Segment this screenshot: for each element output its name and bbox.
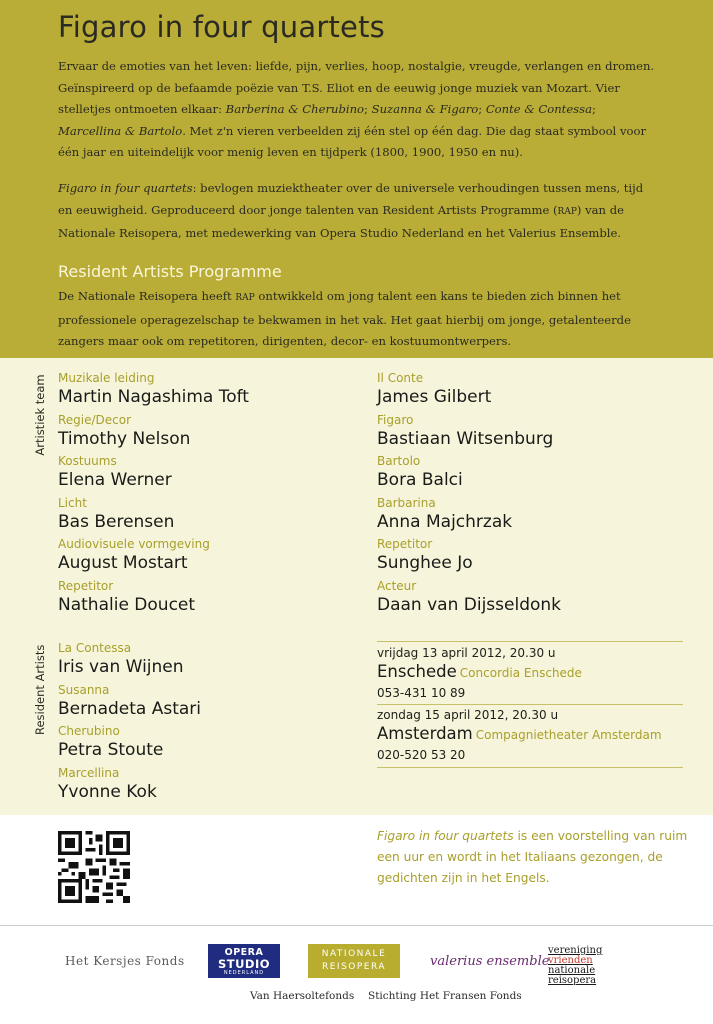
credit-name: Nathalie Doucet	[58, 594, 196, 615]
note-title: Figaro in four quartets	[377, 829, 514, 843]
credit-item	[58, 496, 249, 538]
opera-studio-line-3: NEDERLAND	[223, 970, 265, 976]
cast-name: Bora Balci	[377, 470, 463, 490]
qr-code-icon[interactable]	[58, 831, 130, 903]
cast-role: Repetitor	[377, 537, 433, 551]
side-label-resident: Resident Artists	[33, 644, 47, 735]
credit-role: Kostuums	[58, 454, 117, 468]
credit-item	[58, 413, 249, 455]
resident-name: Iris van Wijnen	[58, 657, 184, 677]
performance-phone: 053-431 10 89	[377, 686, 466, 700]
performance-date: zondag 15 april 2012, 20.30 u	[377, 708, 559, 722]
city-name: Enschede	[377, 662, 457, 681]
cast-item	[377, 413, 561, 455]
credit-item	[58, 371, 249, 413]
cast-name: Bastiaan Witsenburg	[377, 428, 554, 449]
opera-studio-line-1: OPERA	[224, 947, 264, 958]
credit-name: Martin Nagashima Toft	[58, 387, 249, 407]
city-name: Amsterdam	[377, 724, 473, 743]
artistic-team-list	[58, 371, 249, 620]
performance-city	[377, 662, 582, 683]
cast-role: Figaro	[377, 412, 414, 427]
credit-role: Repetitor	[58, 578, 114, 593]
credit-name: Timothy Nelson	[58, 428, 191, 449]
vereniging-line-1: vereniging	[548, 945, 603, 956]
vereniging-vrienden-logo	[548, 946, 628, 986]
reisopera-line-2: REISOPERA	[321, 962, 387, 972]
credit-item	[58, 579, 249, 621]
cast-name: James Gilbert	[377, 387, 492, 407]
reisopera-line-1: NATIONALE	[321, 949, 387, 959]
venue-name: Compagnietheater Amsterdam	[475, 728, 662, 742]
venue-name: Concordia Enschede	[459, 666, 582, 680]
cast-role: Barbarina	[377, 495, 436, 510]
intro-text-a: Ervaar de emoties van het leven: liefde, pijn, verlies, hoop, nostalgie, vreugde, verlangen en dromen. Geïnspireerd op de befaamde poëzie van T.S. Eliot en de eeuwig jonge muziek van Mozart. Vier stelletjes ontmoeten elkaar:	[58, 59, 655, 116]
production-rap: RAP	[557, 206, 577, 217]
performance-city	[377, 724, 662, 745]
cast-item	[377, 537, 561, 579]
note-text: is een voorstelling van ruim een uur en wordt in het Italiaans gezongen, de gedichten zijn in het Engels.	[377, 829, 688, 885]
nationale-reisopera-logo	[308, 944, 400, 978]
performance-divider	[377, 641, 683, 642]
vereniging-line-3: nationale	[548, 965, 596, 976]
cast-name: Daan van Dijsseldonk	[377, 594, 562, 615]
cast-item	[377, 496, 561, 538]
credit-name: August Mostart	[58, 553, 188, 573]
resident-item	[58, 766, 201, 808]
performance-note	[377, 826, 697, 889]
opera-studio-logo	[208, 944, 280, 978]
credit-item	[58, 454, 249, 496]
performance-divider	[377, 704, 683, 705]
resident-item	[58, 641, 201, 683]
resident-name: Petra Stoute	[58, 740, 164, 760]
pair-1: Barberina & Cherubino	[225, 102, 365, 116]
cast-item	[377, 579, 561, 621]
credit-role: Audiovisuele vormgeving	[58, 537, 210, 551]
rap-text-a: De Nationale Reisopera heeft	[58, 289, 236, 303]
rap-heading: Resident Artists Programme	[58, 262, 282, 281]
production-title: Figaro in four quartets	[58, 181, 193, 195]
cast-name: Sunghee Jo	[377, 553, 473, 573]
production-paragraph	[58, 178, 658, 245]
credit-role: Licht	[58, 495, 87, 510]
cast-name: Anna Majchrzak	[377, 511, 513, 532]
credit-name: Elena Werner	[58, 470, 172, 490]
rap-abbrev: RAP	[235, 293, 255, 303]
kersjes-fonds-logo: Het Kersjes Fonds	[65, 954, 185, 968]
cast-item	[377, 454, 561, 496]
sponsor-fransen-fonds: Stichting Het Fransen Fonds	[368, 990, 522, 1002]
resident-role: La Contessa	[58, 641, 132, 655]
performance-date: vrijdag 13 april 2012, 20.30 u	[377, 646, 556, 660]
performance-phone: 020-520 53 20	[377, 748, 466, 762]
cast-item	[377, 371, 561, 413]
resident-role: Susanna	[58, 682, 110, 697]
resident-artists-list	[58, 641, 201, 807]
production-text-b: ) van de Nationale Reisopera, met medewerking van Opera Studio Nederland en het Valerius Ensemble.	[58, 202, 624, 240]
vereniging-line-4: reisopera	[548, 975, 597, 986]
top-band	[0, 0, 713, 358]
cast-role: Acteur	[377, 578, 417, 593]
rap-text-b: ontwikkeld om jong talent een kans te bieden zich binnen het professionele operagezelschap te bekwamen in het vak. Het gaat hierbij om jonge, getalenteerde zangers maar ook om repetitoren, dirigenten, decor- en kostuumontwerpers.	[58, 289, 631, 348]
resident-role: Cherubino	[58, 724, 120, 738]
credit-name: Bas Berensen	[58, 511, 175, 532]
sponsor-haersoltefonds: Van Haersoltefonds	[250, 990, 355, 1002]
valerius-ensemble-logo: valerius ensemble	[430, 954, 550, 969]
resident-item	[58, 724, 201, 766]
resident-item	[58, 683, 201, 725]
vereniging-line-2: vrienden	[548, 955, 593, 966]
credit-item	[58, 537, 249, 579]
credit-role: Regie/Decor	[58, 412, 132, 427]
rap-paragraph	[58, 286, 658, 353]
opera-studio-line-2: STUDIO	[217, 957, 271, 971]
pair-3: Conte & Contessa	[485, 102, 592, 116]
pair-2: Suzanna & Figaro	[371, 102, 479, 116]
intro-text-b: . Met z'n vieren verbeelden zij één stel op één dag. Die dag staat symbool voor één jaar en uiteindelijk voor menig leven en tijdperk (1800, 1900, 1950 en nu).	[58, 123, 647, 159]
resident-name: Yvonne Kok	[58, 781, 157, 802]
cast-list	[377, 371, 561, 620]
pair-4: Marcellina & Bartolo	[58, 123, 183, 138]
performance-amsterdam	[377, 706, 662, 765]
intro-paragraph: Ervaar de emoties van het leven: liefde, pijn, verlies, hoop, nostalgie, vreugde, verlangen en dromen. Geïnspireerd op de befaamde poëzie van T.S. Eliot en de eeuwig jonge muziek van Mozart. Vier stelletjes ontmoeten elkaar: Barberina & Cherubino; Suzanna & Figaro; Conte & Contessa; Marcellina & Bartolo. Met z'n vieren verbeelden zij één stel op één dag. Die dag staat symbool voor één jaar en uiteindelijk voor menig leven en tijdperk (1800, 1900, 1950 en nu).	[58, 59, 655, 159]
side-label-artistic: Artistiek team	[33, 374, 47, 456]
resident-name: Bernadeta Astari	[58, 698, 202, 719]
production-text-a: : bevlogen muziektheater over de universele verhoudingen tussen mens, tijd en eeuwigheid. Geproduceerd door jonge talenten van Resident Artists Programme (	[58, 181, 644, 217]
cast-role: Bartolo	[377, 454, 421, 468]
footer-divider	[0, 925, 713, 926]
credit-role: Muzikale leiding	[58, 371, 155, 385]
page-title: Figaro in four quartets	[58, 10, 385, 44]
performance-enschede	[377, 644, 582, 703]
performance-divider	[377, 767, 683, 768]
resident-role: Marcellina	[58, 765, 120, 780]
cast-role: Il Conte	[377, 371, 424, 385]
